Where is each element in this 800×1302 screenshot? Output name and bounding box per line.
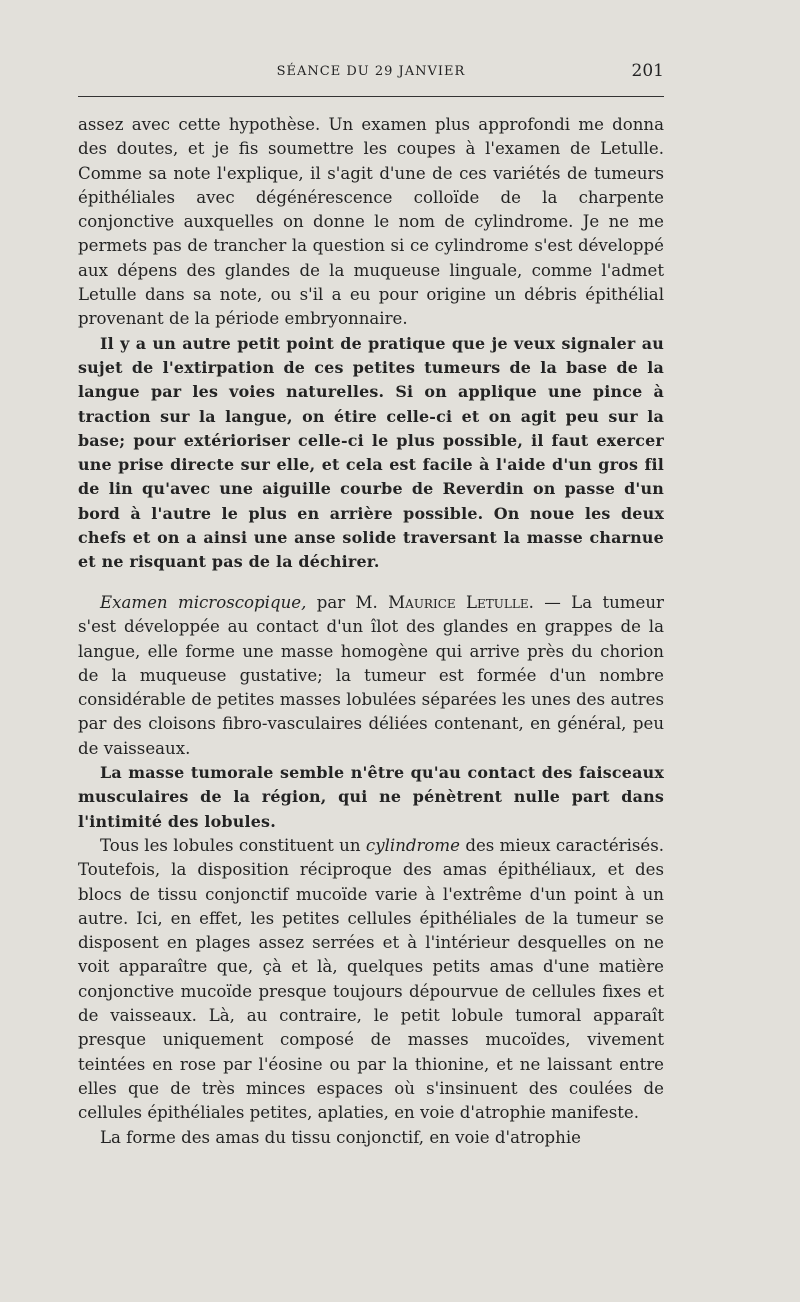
heading-author: Maurice Letulle. [388, 593, 534, 612]
microscopic-exam-section [78, 591, 664, 1150]
running-header [78, 60, 664, 86]
section-paragraph-1 [78, 591, 664, 761]
header-title: SÉANCE DU 29 JANVIER [276, 64, 466, 79]
section-paragraph-2: La masse tumorale semble n'être qu'au contact des faisceaux musculaires de la région, qui ne pénètrent nulle part dans l'intimité des lobules. [78, 763, 664, 831]
paragraph-2: Il y a un autre petit point de pratique que je veux signaler au sujet de l'extirpation de ces petites tumeurs de la base de la langue par les voies naturelles. Si on applique une pince à traction sur la langue, on étire celle-ci et on agit peu sur la base; pour extérioriser celle-ci le plus possible, il faut exercer une prise directe sur elle, et cela est facile à l'aide d'un gros fil de lin qu'avec une aiguille courbe de Reverdin on passe d'un bord à l'autre le plus en arrière possible. On noue les deux chefs et on a ainsi une anse solide traversant la masse charnue et ne risquant pas de la déchirer. [78, 333, 664, 572]
header-rule [78, 96, 664, 97]
p3-before: Tous les lobules constituent un [100, 835, 361, 855]
section-heading: Examen microscopique, [100, 593, 307, 612]
page-number: 201 [631, 61, 664, 81]
section-text-1: — La tumeur s'est développée au contact d'un îlot des glandes en grappes de la langue, elle forme une masse homogène qui arrive près du chorion de la muqueuse gustative; la tumeur est formée d'un nombre considérable de petites masses lobulées séparées les unes des autres par des cloisons fibro-vasculaires déliées contenant, en général, peu de vaisseaux. [78, 593, 664, 758]
paragraph-1: assez avec cette hypothèse. Un examen plus approfondi me donna des doutes, et je fis soumettre les coupes à l'examen de Letulle. Comme sa note l'explique, il s'agit d'une de ces variétés de tumeurs épithéliales avec dégénérescence colloïde de la charpente conjonctive auxquelles on donne le nom de cylindrome. Je ne me permets pas de trancher la question si ce cylindrome s'est développé aux dépens des glandes de la muqueuse linguale, comme l'admet Letulle dans sa note, ou s'il a eu pour origine un débris épithélial provenant de la période embryonnaire. [78, 115, 664, 329]
main-text [78, 113, 664, 575]
section-paragraph-4: La forme des amas du tissu conjonctif, en voie d'atrophie [100, 1127, 581, 1147]
section-paragraph-3 [78, 834, 664, 1126]
heading-by: par M. [316, 593, 378, 612]
p3-after: des mieux caractérisés. Toutefois, la disposition réciproque des amas épithéliaux, et des blocs de tissu conjonctif mucoïde varie à l'extrême d'un point à un autre. Ici, en effet, les petites cellules épithéliales de la tumeur se disposent en plages assez serrées et à l'intérieur desquelles on ne voit apparaître que, çà et là, quelques petits amas d'une matière conjonctive mucoïde presque toujours dépourvue de cellules fixes et de vaisseaux. Là, au contraire, le petit lobule tumoral apparaît presque uniquement composé de masses mucoïdes, vivement teintées en rose par l'éosine ou par la thionine, et ne laissant entre elles que de très minces espaces où s'insinuent des coulées de cellules épithéliales petites, aplaties, en voie d'atrophie manifeste. [78, 835, 665, 1123]
p3-italic: cylindrome [365, 835, 460, 855]
